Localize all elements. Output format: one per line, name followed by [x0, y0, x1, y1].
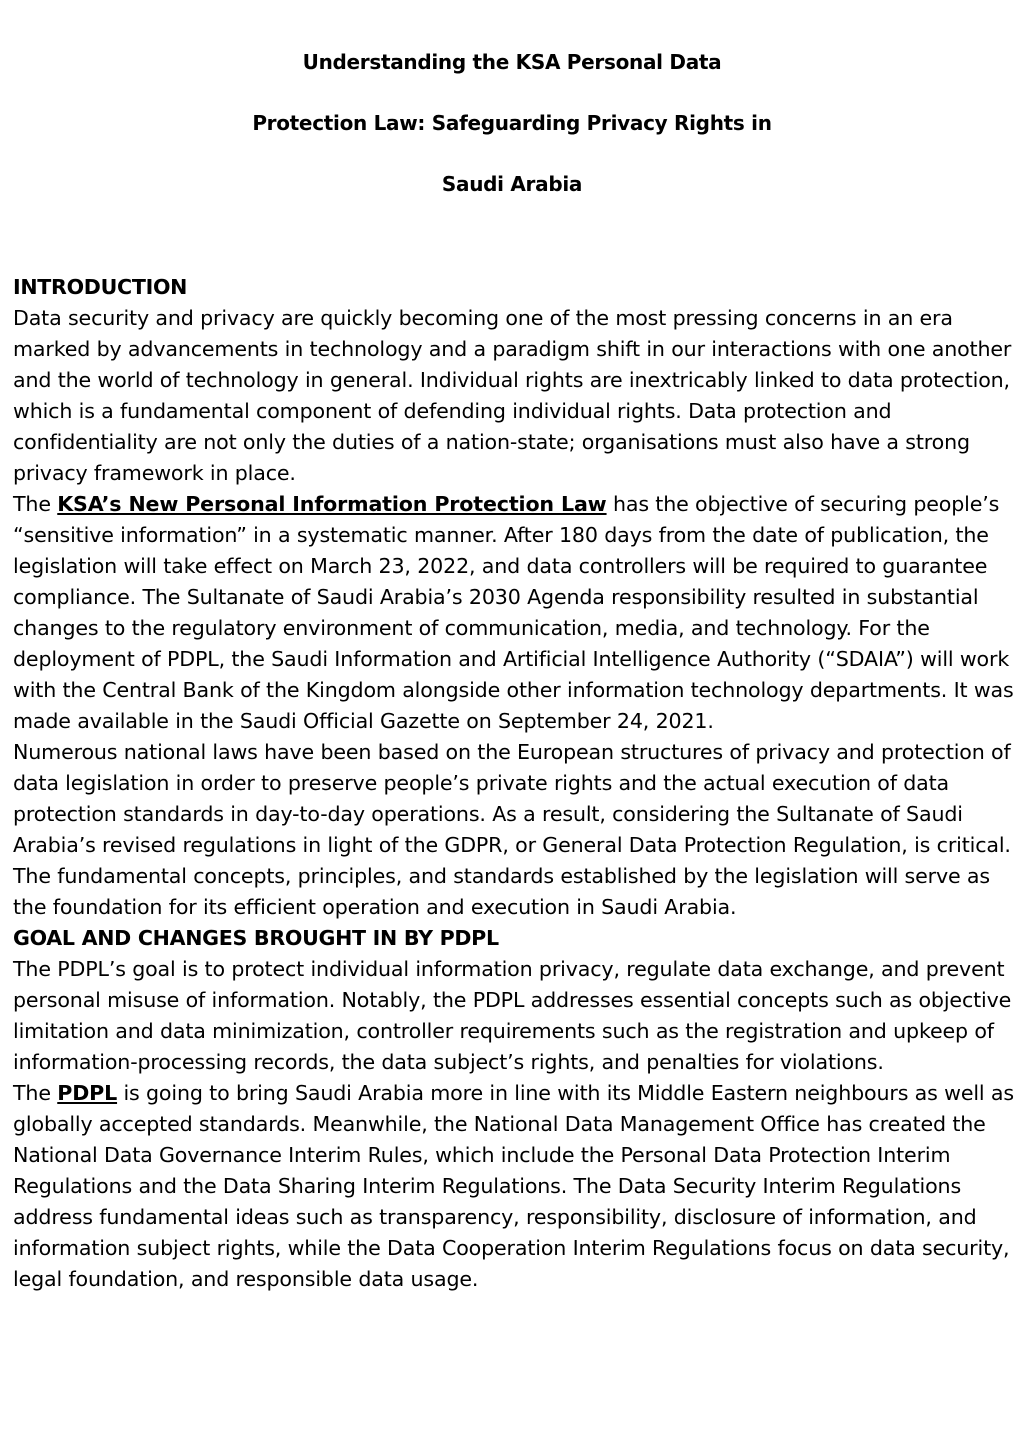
- goal-paragraph-2-text: is going to bring Saudi Arabia more in line with its Middle Eastern neighbours as well as globally accepted standards. Meanwhile, the National Data Management Office has created the National Data Governance Interim Rules, which include the Personal Data Protection Interim Regulations and the Data Sharing Interim Regulations. The Data Security Interim Regulations address fundamental ideas such as transparency, responsibility, disclosure of information, and information subject rights, while the Data Cooperation Interim Regulations focus on data security, legal foundation, and responsible data usage.: [13, 1081, 1014, 1291]
- title-line-3: Saudi Arabia: [441, 172, 583, 196]
- intro-paragraph-2: [13, 489, 1017, 737]
- goal-paragraph-1: The PDPL’s goal is to protect individual information privacy, regulate data exchange, and prevent personal misuse of information. Notably, the PDPL addresses essential concepts such as objective limitation and data minimization, controller requirements such as the registration and upkeep of information-processing records, the data subject’s rights, and penalties for violations.: [13, 957, 1012, 1074]
- goal-paragraph-2-prefix: The: [13, 1081, 58, 1105]
- intro-paragraph-1: Data security and privacy are quickly becoming one of the most pressing concerns in an era marked by advancements in technology and a paradigm shift in our interactions with one another and the world of technology in general. Individual rights are inextricably linked to data protection, which is a fundamental component of defending individual rights. Data protection and confidentiality are not only the duties of a nation-state; organisations must also have a strong privacy framework in place.: [13, 306, 1012, 485]
- goal-paragraph-2: [13, 1078, 1017, 1295]
- document-body: [13, 272, 1017, 1295]
- intro-paragraph-2-prefix: The: [13, 492, 58, 516]
- title-line-1: Understanding the KSA Personal Data: [302, 50, 722, 74]
- ksa-law-link[interactable]: KSA’s New Personal Information Protection Law: [57, 492, 607, 516]
- introduction-heading: INTRODUCTION: [13, 275, 188, 299]
- title-line-2: Protection Law: Safeguarding Privacy Rights in: [252, 111, 772, 135]
- intro-paragraph-3: Numerous national laws have been based on the European structures of privacy and protection of data legislation in order to preserve people’s private rights and the actual execution of data protection standards in day-to-day operations. As a result, considering the Sultanate of Saudi Arabia’s revised regulations in light of the GDPR, or General Data Protection Regulation, is critical. The fundamental concepts, principles, and standards established by the legislation will serve as the foundation for its efficient operation and execution in Saudi Arabia.: [13, 740, 1011, 919]
- intro-paragraph-2-text: has the objective of securing people’s “sensitive information” in a systematic manner. After 180 days from the date of publication, the legislation will take effect on March 23, 2022, and data controllers will be required to guarantee compliance. The Sultanate of Saudi Arabia’s 2030 Agenda responsibility resulted in substantial changes to the regulatory environment of communication, media, and technology. For the deployment of PDPL, the Saudi Information and Artificial Intelligence Authority (“SDAIA”) will work with the Central Bank of the Kingdom alongside other information technology departments. It was made available in the Saudi Official Gazette on September 24, 2021.: [13, 492, 1014, 733]
- document-title: [0, 0, 1024, 215]
- goal-heading: GOAL AND CHANGES BROUGHT IN BY PDPL: [13, 926, 499, 950]
- pdpl-link[interactable]: PDPL: [57, 1081, 118, 1105]
